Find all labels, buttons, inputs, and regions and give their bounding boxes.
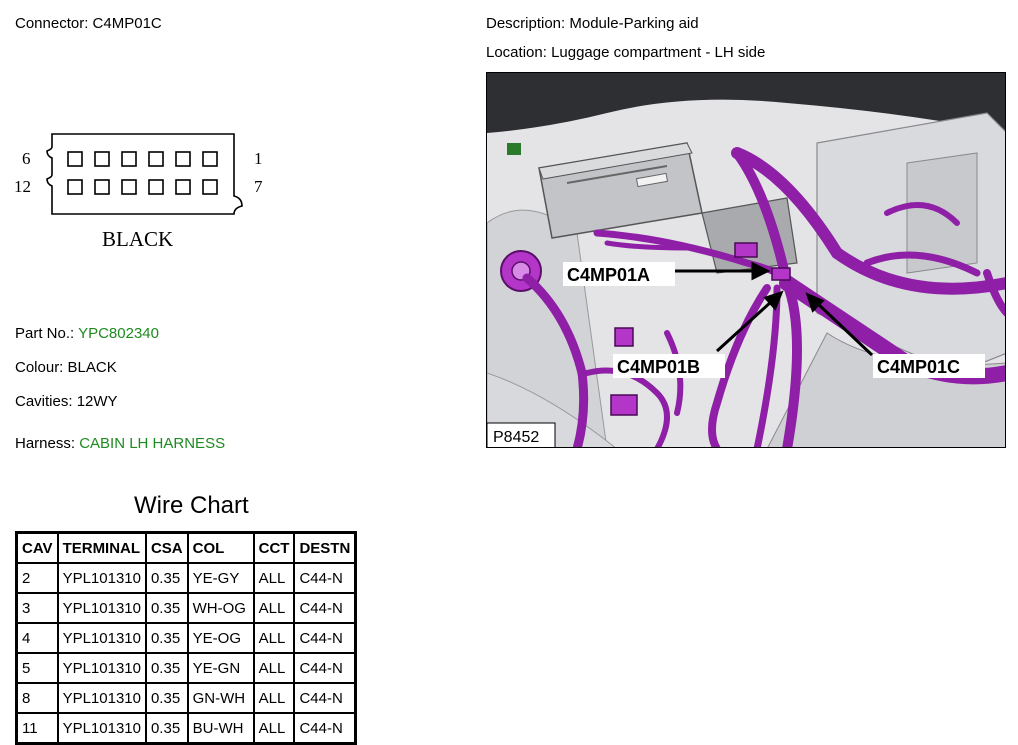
cct-cell: ALL <box>254 683 295 713</box>
col-cell: YE-GN <box>188 653 254 683</box>
cavity <box>203 180 217 194</box>
table-row <box>17 563 356 593</box>
pin-label-bottom-left: 12 <box>14 177 31 196</box>
cavity <box>95 180 109 194</box>
part-number-line <box>15 325 159 342</box>
pin-label-top-right: 1 <box>254 149 263 168</box>
terminal-cell: YPL101310 <box>58 593 146 623</box>
csa-cell: 0.35 <box>146 713 188 744</box>
connector-face-diagram <box>12 128 282 258</box>
cavity <box>149 152 163 166</box>
cct-cell: ALL <box>254 593 295 623</box>
wire-chart-title: Wire Chart <box>134 492 249 519</box>
cavity <box>149 180 163 194</box>
destn-cell: C44-N <box>294 683 355 713</box>
pin-label-bottom-right: 7 <box>254 177 263 196</box>
cct-cell: ALL <box>254 623 295 653</box>
location-line <box>486 44 765 61</box>
cavity <box>122 180 136 194</box>
destn-cell: C44-N <box>294 713 355 744</box>
cav-cell: 11 <box>17 713 58 744</box>
wire-chart-table <box>15 531 357 745</box>
colour-line <box>15 359 117 376</box>
connector-label: Connector: <box>15 15 89 32</box>
connector-line <box>15 15 162 32</box>
col-cell: YE-GY <box>188 563 254 593</box>
table-row <box>17 623 356 653</box>
destn-cell: C44-N <box>294 623 355 653</box>
description-value: Module-Parking aid <box>569 15 699 32</box>
harness-link[interactable]: CABIN LH HARNESS <box>79 435 226 452</box>
table-row <box>17 653 356 683</box>
cavity <box>203 152 217 166</box>
callout-c4mp01a: C4MP01A <box>567 265 651 285</box>
csa-cell: 0.35 <box>146 653 188 683</box>
connector-color-caption: BLACK <box>102 227 174 251</box>
wire-chart-header-row <box>17 533 356 564</box>
terminal-cell: YPL101310 <box>58 683 146 713</box>
description-line <box>486 15 699 32</box>
figure-id: P8452 <box>493 429 540 446</box>
cavity <box>68 180 82 194</box>
terminal-cell: YPL101310 <box>58 653 146 683</box>
colour-value: BLACK <box>67 359 117 376</box>
location-illustration <box>487 73 1006 448</box>
column-header-cct: CCT <box>254 533 295 564</box>
destn-cell: C44-N <box>294 653 355 683</box>
cav-cell: 4 <box>17 623 58 653</box>
cavity-grid <box>68 152 217 194</box>
location-value: Luggage compartment - LH side <box>551 44 766 61</box>
part-number-label: Part No.: <box>15 325 75 342</box>
csa-cell: 0.35 <box>146 563 188 593</box>
cavity <box>176 180 190 194</box>
connector-housing <box>47 134 242 214</box>
table-row <box>17 683 356 713</box>
harness-label: Harness: <box>15 435 76 452</box>
connector-value: C4MP01C <box>92 15 162 32</box>
cav-cell: 5 <box>17 653 58 683</box>
callout-c4mp01b: C4MP01B <box>617 357 701 377</box>
column-header-destn: DESTN <box>294 533 355 564</box>
cav-cell: 8 <box>17 683 58 713</box>
col-cell: YE-OG <box>188 623 254 653</box>
col-cell: GN-WH <box>188 683 254 713</box>
col-cell: BU-WH <box>188 713 254 744</box>
harness-line <box>15 435 225 452</box>
location-photo <box>486 72 1006 448</box>
cavity <box>122 152 136 166</box>
terminal-cell: YPL101310 <box>58 623 146 653</box>
destn-cell: C44-N <box>294 563 355 593</box>
cavities-line <box>15 393 118 410</box>
location-label: Location: <box>486 44 547 61</box>
column-header-col: COL <box>188 533 254 564</box>
cav-cell: 3 <box>17 593 58 623</box>
table-row <box>17 713 356 744</box>
cavity <box>68 152 82 166</box>
cavity <box>176 152 190 166</box>
cavity <box>95 152 109 166</box>
destn-cell: C44-N <box>294 593 355 623</box>
cct-cell: ALL <box>254 563 295 593</box>
csa-cell: 0.35 <box>146 683 188 713</box>
pin-label-top-left: 6 <box>22 149 31 168</box>
cct-cell: ALL <box>254 653 295 683</box>
col-cell: WH-OG <box>188 593 254 623</box>
callout-c4mp01c: C4MP01C <box>877 357 961 377</box>
cavities-label: Cavities: <box>15 393 73 410</box>
csa-cell: 0.35 <box>146 593 188 623</box>
part-number-link[interactable]: YPC802340 <box>78 325 159 342</box>
terminal-cell: YPL101310 <box>58 563 146 593</box>
terminal-cell: YPL101310 <box>58 713 146 744</box>
description-label: Description: <box>486 15 566 32</box>
table-row <box>17 593 356 623</box>
cavities-value: 12WY <box>76 393 118 410</box>
column-header-terminal: TERMINAL <box>58 533 146 564</box>
column-header-csa: CSA <box>146 533 188 564</box>
column-header-cav: CAV <box>17 533 58 564</box>
csa-cell: 0.35 <box>146 623 188 653</box>
colour-label: Colour: <box>15 359 64 376</box>
cav-cell: 2 <box>17 563 58 593</box>
cct-cell: ALL <box>254 713 295 744</box>
